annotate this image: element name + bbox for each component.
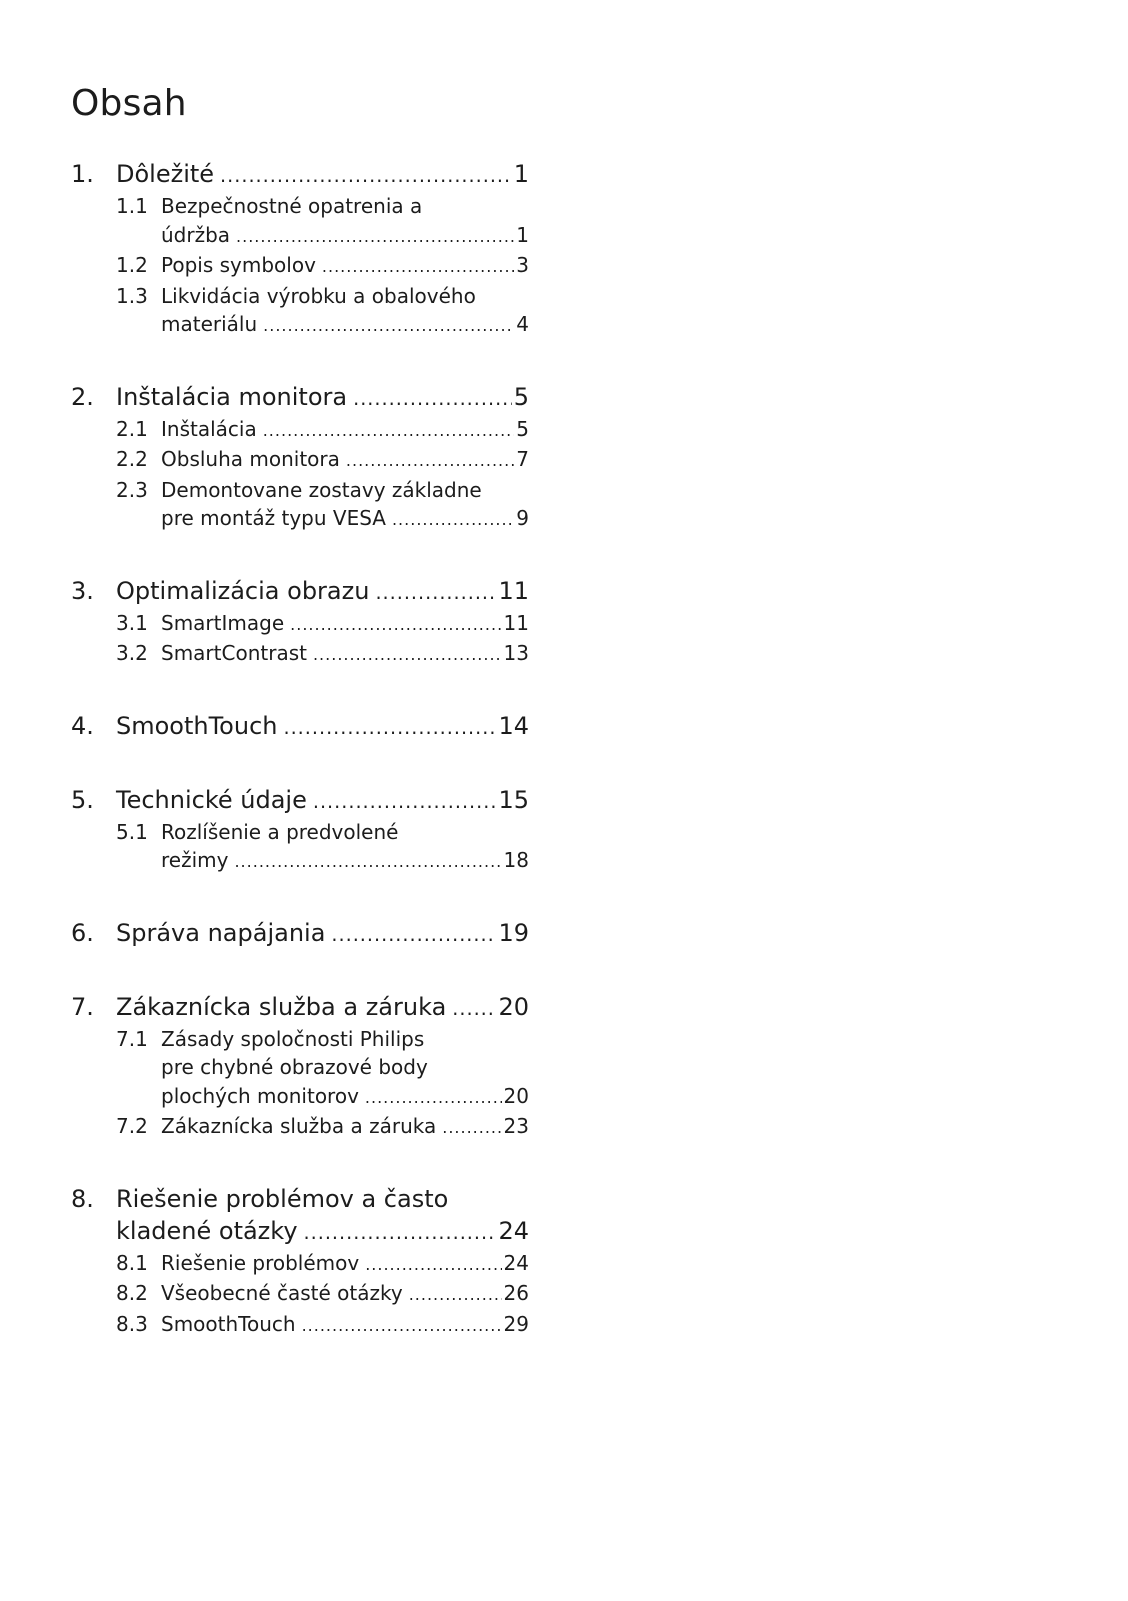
toc-entry-body [161, 1025, 529, 1113]
toc-page-number: 9 [516, 506, 529, 530]
toc-chapter-entry[interactable] [71, 158, 529, 192]
toc-entry-title: Optimalizácia obrazu [116, 576, 370, 605]
toc-entry-title-last-line [161, 221, 529, 252]
toc-entry-title-last-line [116, 784, 529, 818]
dot-leader [313, 641, 502, 670]
toc-page-number: 26 [503, 1281, 529, 1305]
toc-entry-body [161, 1112, 529, 1143]
toc-page-number: 5 [513, 382, 529, 411]
dot-leader [322, 253, 514, 282]
toc-entry-body [116, 710, 529, 744]
dot-leader [392, 506, 514, 535]
table-of-contents [71, 158, 529, 1340]
toc-section-entry[interactable] [71, 1112, 529, 1143]
dot-leader [353, 383, 512, 415]
toc-entry-title: pre montáž typu VESA [161, 506, 386, 530]
toc-entry-number: 6. [71, 918, 94, 947]
toc-entry-title-line: Bezpečnostné opatrenia a [161, 194, 423, 218]
toc-chapter-entry[interactable] [71, 710, 529, 744]
toc-entry-title-line: Rozlíšenie a predvolené [161, 819, 399, 844]
toc-section-entry[interactable] [71, 1279, 529, 1310]
toc-chapter [71, 710, 529, 744]
dot-leader [236, 223, 514, 252]
toc-entry-title: Zákaznícka služba a záruka [161, 1114, 437, 1138]
toc-entry-title: Zákaznícka služba a záruka [116, 992, 447, 1021]
toc-entry-number: 8. [71, 1184, 94, 1213]
toc-entry-title-last-line [161, 415, 529, 446]
toc-entry-number: 1. [71, 160, 94, 188]
toc-entry-number: 7.2 [116, 1114, 148, 1138]
toc-entry-body [161, 282, 529, 341]
toc-entry-number: 1.3 [116, 283, 148, 308]
dot-leader [234, 848, 501, 877]
toc-chapter [71, 991, 529, 1143]
toc-entry-number: 5. [71, 785, 94, 814]
toc-section-entry[interactable] [71, 192, 529, 251]
toc-entry-number: 4. [71, 711, 94, 740]
toc-page-number: 11 [503, 610, 529, 635]
toc-page-number: 13 [503, 641, 529, 665]
toc-entry-body [116, 381, 529, 415]
toc-entry-number: 2.3 [116, 477, 148, 502]
dot-leader [442, 1114, 501, 1143]
toc-entry-title-last-line [116, 575, 529, 609]
toc-entry-title: Obsluha monitora [161, 447, 340, 471]
toc-page-number: 14 [498, 711, 529, 740]
toc-entry-title-last-line [116, 1215, 529, 1249]
toc-chapter [71, 575, 529, 670]
toc-chapter-entry[interactable] [71, 381, 529, 415]
toc-entry-number: 2. [71, 382, 94, 411]
dot-leader [283, 712, 496, 744]
toc-page-number: 23 [503, 1114, 529, 1138]
dot-leader [290, 611, 501, 640]
toc-entry-number: 1.2 [116, 253, 148, 277]
toc-entry-title: Popis symbolov [161, 253, 316, 277]
toc-page-number: 7 [516, 447, 529, 471]
toc-entry-title-last-line [161, 504, 529, 535]
toc-entry-number: 2.2 [116, 447, 148, 471]
toc-entry-title: režimy [161, 848, 229, 872]
toc-entry-body [161, 251, 529, 282]
toc-entry-number: 5.1 [116, 819, 148, 844]
dot-leader [304, 1217, 497, 1249]
toc-section-entry[interactable] [71, 818, 529, 877]
toc-page-number: 18 [503, 848, 529, 872]
toc-entry-title-last-line [161, 1310, 529, 1341]
dot-leader [365, 1084, 502, 1113]
toc-entry-body [116, 991, 529, 1025]
toc-entry-title-last-line [161, 251, 529, 282]
toc-entry-title-last-line [116, 158, 529, 192]
toc-entry-title-last-line [161, 1279, 529, 1310]
dot-leader [302, 1312, 502, 1341]
toc-entry-number: 7.1 [116, 1026, 148, 1051]
toc-entry-body [116, 917, 529, 951]
toc-entry-body [161, 445, 529, 476]
toc-entry-number: 3.2 [116, 641, 148, 665]
toc-entry-body [161, 415, 529, 446]
toc-chapter-entry[interactable] [71, 1183, 529, 1249]
toc-entry-body [161, 476, 529, 535]
toc-entry-body [161, 818, 529, 877]
toc-entry-title: materiálu [161, 312, 258, 336]
toc-entry-title: SmartContrast [161, 641, 307, 665]
toc-entry-body [161, 1279, 529, 1310]
toc-chapter [71, 784, 529, 877]
toc-page-number: 20 [503, 1083, 529, 1108]
toc-section-entry[interactable] [71, 1025, 529, 1113]
toc-page-number: 1 [516, 222, 529, 247]
toc-entry-body [116, 1183, 529, 1249]
toc-chapter [71, 381, 529, 535]
toc-entry-title-last-line [116, 710, 529, 744]
toc-entry-title: Dôležité [116, 160, 215, 188]
toc-entry-body [116, 158, 529, 192]
toc-entry-number: 3.1 [116, 610, 148, 635]
toc-entry-title-last-line [116, 381, 529, 415]
toc-entry-title: SmoothTouch [161, 1311, 296, 1336]
dot-leader [452, 993, 496, 1025]
dot-leader [220, 160, 512, 192]
dot-leader [409, 1281, 502, 1310]
toc-entry-title-line: pre chybné obrazové body [161, 1055, 428, 1079]
toc-entry-title-last-line [161, 445, 529, 476]
toc-entry-title-line: Zásady spoločnosti Philips [161, 1026, 425, 1051]
toc-page-number: 24 [498, 1216, 529, 1245]
dot-leader [331, 919, 496, 951]
toc-entry-number: 7. [71, 992, 94, 1021]
toc-entry-number: 3. [71, 576, 94, 605]
toc-page-number: 19 [498, 918, 529, 947]
toc-entry-body [161, 1249, 529, 1280]
toc-section-entry[interactable] [71, 282, 529, 341]
toc-entry-body [161, 639, 529, 670]
toc-chapter [71, 917, 529, 951]
toc-entry-title-last-line [161, 310, 529, 341]
toc-entry-title: plochých monitorov [161, 1083, 359, 1108]
toc-chapter-entry[interactable] [71, 917, 529, 951]
toc-entry-title-last-line [161, 1082, 529, 1113]
toc-section-entry[interactable] [71, 476, 529, 535]
toc-entry-title-last-line [161, 609, 529, 640]
toc-entry-title: Všeobecné časté otázky [161, 1281, 403, 1305]
toc-page-number: 29 [503, 1311, 529, 1336]
toc-chapter-entry[interactable] [71, 784, 529, 818]
toc-entry-body [161, 1310, 529, 1341]
toc-section-entry[interactable] [71, 445, 529, 476]
toc-entry-title: Správa napájania [116, 918, 326, 947]
toc-entry-title: Inštalácia monitora [116, 382, 348, 411]
toc-entry-number: 8.2 [116, 1281, 148, 1305]
dot-leader [263, 312, 514, 341]
toc-entry-title-last-line [116, 917, 529, 951]
toc-entry-title-line: Demontovane zostavy základne [161, 477, 482, 502]
toc-section-entry[interactable] [71, 1310, 529, 1341]
toc-chapter-entry[interactable] [71, 575, 529, 609]
toc-page-number: 1 [513, 160, 529, 188]
toc-page-number: 3 [516, 253, 529, 277]
toc-page-number: 5 [516, 416, 529, 441]
toc-entry-title: kladené otázky [116, 1216, 298, 1245]
toc-entry-title: Inštalácia [161, 416, 257, 441]
toc-entry-title: údržba [161, 222, 231, 247]
toc-entry-title: Technické údaje [116, 785, 307, 814]
toc-entry-title-last-line [161, 1249, 529, 1280]
dot-leader [263, 417, 515, 446]
dot-leader [375, 577, 496, 609]
toc-entry-number: 8.1 [116, 1250, 148, 1275]
toc-entry-title-line: Likvidácia výrobku a obalového [161, 283, 476, 308]
toc-entry-number: 1.1 [116, 194, 148, 218]
dot-leader [365, 1251, 501, 1280]
toc-entry-title: SmartImage [161, 610, 285, 635]
toc-page-number: 15 [498, 785, 529, 814]
toc-entry-title: SmoothTouch [116, 711, 278, 740]
page-title: Obsah [71, 83, 187, 124]
toc-section-entry[interactable] [71, 609, 529, 640]
toc-page-number: 11 [498, 576, 529, 605]
dot-leader [313, 786, 497, 818]
toc-entry-title-last-line [161, 639, 529, 670]
toc-entry-body [116, 575, 529, 609]
toc-entry-title-last-line [161, 1112, 529, 1143]
dot-leader [346, 447, 514, 476]
toc-entry-number: 2.1 [116, 416, 148, 441]
toc-chapter [71, 1183, 529, 1341]
toc-section-entry[interactable] [71, 1249, 529, 1280]
toc-section-entry[interactable] [71, 639, 529, 670]
toc-section-entry[interactable] [71, 251, 529, 282]
toc-chapter-entry[interactable] [71, 991, 529, 1025]
toc-entry-body [161, 192, 529, 251]
toc-chapter [71, 158, 529, 341]
toc-page-number: 20 [498, 992, 529, 1021]
toc-entry-title: Riešenie problémov [161, 1250, 360, 1275]
toc-entry-body [116, 784, 529, 818]
toc-section-entry[interactable] [71, 415, 529, 446]
toc-entry-body [161, 609, 529, 640]
toc-entry-title-last-line [116, 991, 529, 1025]
toc-entry-title-last-line [161, 846, 529, 877]
toc-entry-number: 8.3 [116, 1311, 148, 1336]
toc-page-number: 24 [503, 1250, 529, 1275]
toc-entry-title-line: Riešenie problémov a často [116, 1184, 449, 1213]
toc-page-number: 4 [516, 312, 529, 336]
